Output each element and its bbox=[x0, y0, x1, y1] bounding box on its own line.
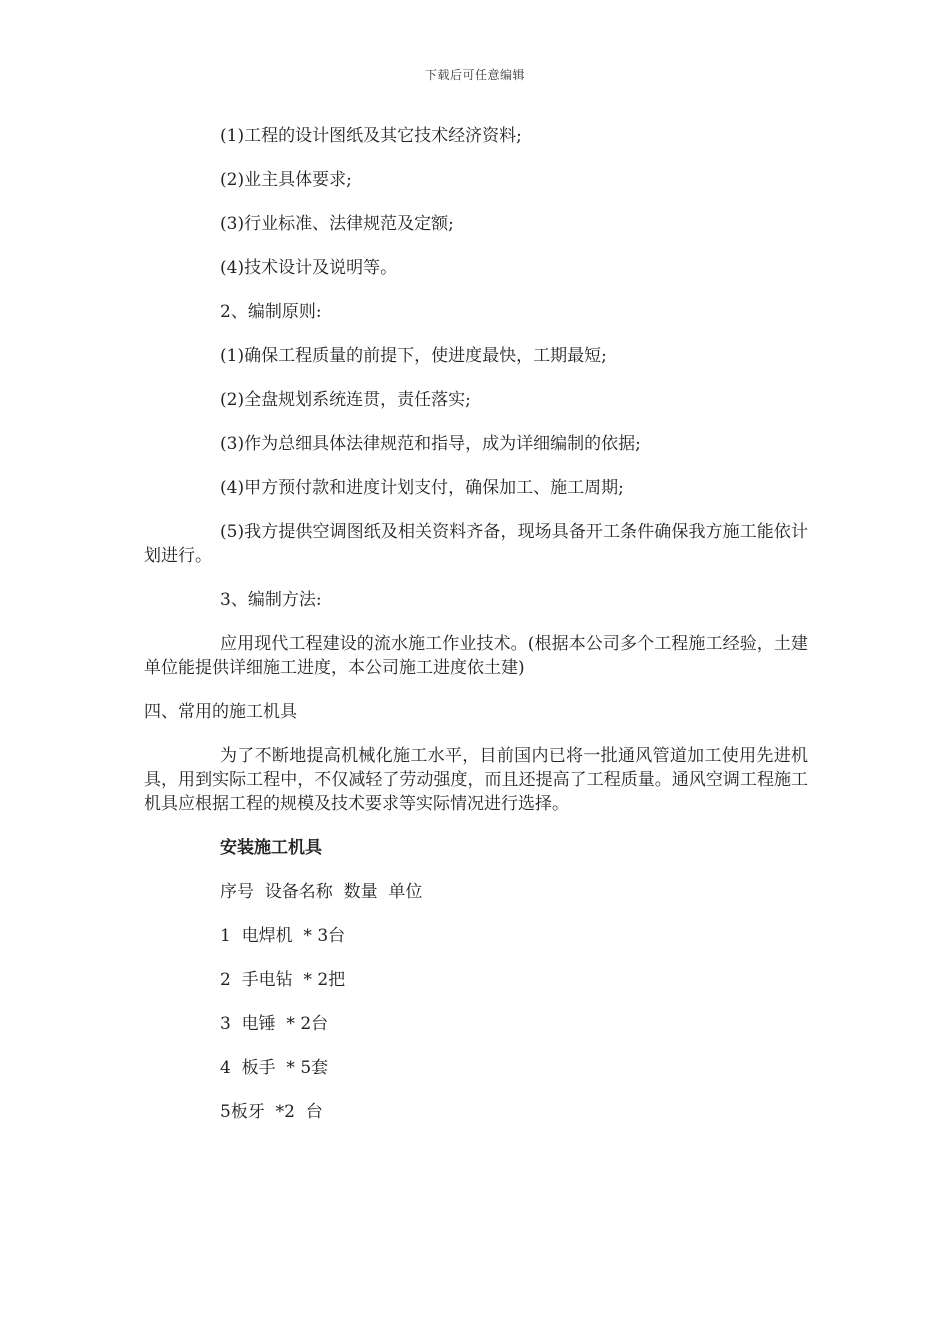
tools-table-header: 序号 设备名称 数量 单位 bbox=[220, 882, 423, 902]
document-body bbox=[144, 124, 808, 1144]
tools-subheading: 安装施工机具 bbox=[220, 838, 322, 858]
basis-item-1: (1)工程的设计图纸及其它技术经济资料; bbox=[220, 126, 522, 146]
tools-row-4: 4 板手 * 5套 bbox=[220, 1058, 329, 1078]
tools-row-1: 1 电焊机 * 3台 bbox=[220, 926, 346, 946]
principle-item-1: (1)确保工程质量的前提下，使进度最快，工期最短; bbox=[220, 346, 607, 366]
section-heading-methods: 3、编制方法: bbox=[220, 590, 322, 610]
principle-item-2: (2)全盘规划系统连贯，责任落实; bbox=[220, 390, 471, 410]
tools-row-2: 2 手电钻 * 2把 bbox=[220, 970, 346, 990]
page-header: 下载后可任意编辑 bbox=[424, 68, 525, 82]
basis-item-3: (3)行业标准、法律规范及定额; bbox=[220, 214, 454, 234]
chapter-heading-tools: 四、常用的施工机具 bbox=[144, 702, 297, 722]
methods-paragraph: 应用现代工程建设的流水施工作业技术。(根据本公司多个工程施工经验，土建单位能提供详细施工进度，本公司施工进度依土建) bbox=[144, 634, 808, 678]
tools-row-3: 3 电锤 * 2台 bbox=[220, 1014, 329, 1034]
tools-intro-paragraph: 为了不断地提高机械化施工水平，目前国内已将一批通风管道加工使用先进机具，用到实际工程中，不仅减轻了劳动强度，而且还提高了工程质量。通风空调工程施工机具应根据工程的规模及技术要求等实际情况进行选择。 bbox=[144, 746, 808, 814]
basis-item-2: (2)业主具体要求; bbox=[220, 170, 352, 190]
principle-item-5: (5)我方提供空调图纸及相关资料齐备，现场具备开工条件确保我方施工能依计划进行。 bbox=[144, 522, 808, 566]
basis-item-4: (4)技术设计及说明等。 bbox=[220, 258, 398, 278]
section-heading-principles: 2、编制原则: bbox=[220, 302, 322, 322]
tools-row-5: 5板牙 *2 台 bbox=[220, 1102, 323, 1122]
principle-item-4: (4)甲方预付款和进度计划支付，确保加工、施工周期; bbox=[220, 478, 624, 498]
principle-item-3: (3)作为总细具体法律规范和指导，成为详细编制的依据; bbox=[220, 434, 641, 454]
